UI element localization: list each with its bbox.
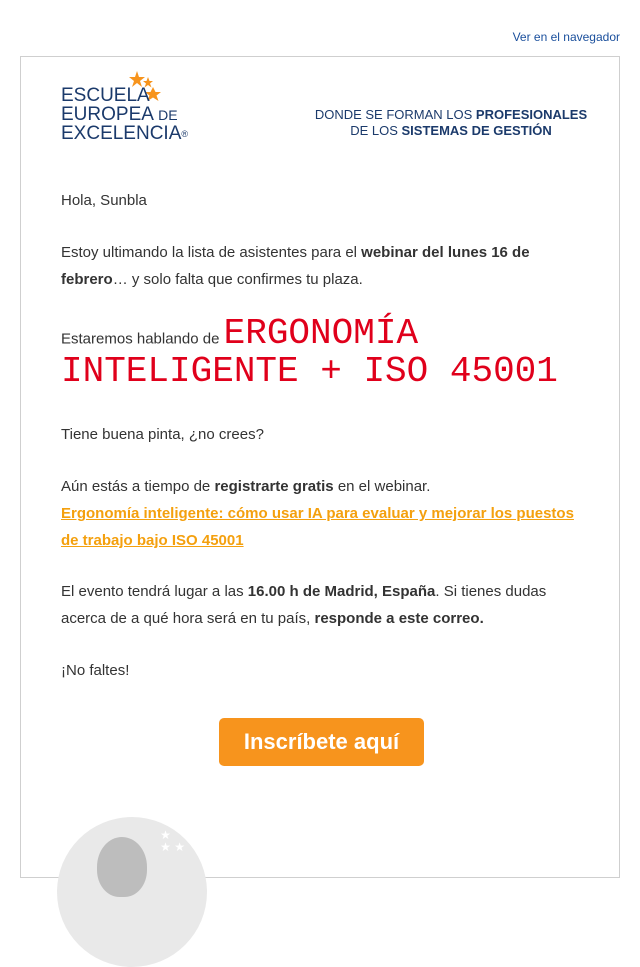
logo-text-2 <box>61 105 178 125</box>
topic-intro: Estaremos hablando de <box>61 330 224 348</box>
p4-text-c: en el webinar. <box>333 478 431 495</box>
tagline-1-bold: PROFESIONALES <box>475 107 588 122</box>
paragraph-good-look: Tiene buena pinta, ¿no crees? <box>61 426 264 443</box>
p5-text-time: 16.00 h de Madrid, España <box>247 583 436 600</box>
email-header <box>41 69 601 149</box>
greeting: Hola, Sunbla <box>61 192 147 209</box>
speaker-avatar <box>57 817 207 967</box>
topic-headline-2: INTELIGENTE + ISO 45001 <box>61 350 558 392</box>
logo-text-3a: EXCELENCIA <box>61 123 182 144</box>
speaker-photo <box>97 837 147 897</box>
paragraph-register <box>61 473 581 554</box>
tagline-line-1 <box>301 107 601 123</box>
logo-text-2b: DE <box>158 107 178 123</box>
paragraph-dont-miss: ¡No faltes! <box>61 662 130 679</box>
paragraph-webinar-intro <box>61 239 576 293</box>
top-bar <box>513 30 620 44</box>
p1-text-c: … y solo falta que confirmes tu plaza. <box>112 271 363 288</box>
registered-mark: ® <box>181 129 189 139</box>
view-in-browser-link[interactable]: Ver en el navegador <box>512 30 620 44</box>
topic-headline-1: ERGONOMÍA <box>223 313 419 354</box>
p1-text-a: Estoy ultimando la lista de asistentes para el <box>61 244 362 261</box>
logo-text-1: ESCUELA <box>61 85 150 106</box>
p5-text-reply: responde a este correo. <box>314 610 484 627</box>
header-tagline <box>301 107 601 139</box>
tagline-2-bold: SISTEMAS DE GESTIÓN <box>401 123 552 138</box>
webinar-title-link[interactable]: Ergonomía inteligente: cómo usar IA para evaluar y mejorar los puestos de trabajo bajo ISO 45001 <box>61 505 574 549</box>
paragraph-event-time <box>61 578 581 632</box>
p5-text-a: El evento tendrá lugar a las <box>61 583 248 600</box>
tagline-1-plain: DONDE SE FORMAN LOS <box>314 107 476 122</box>
avatar-stars-icon: ★ ★ ★ <box>160 828 185 854</box>
paragraph-topic <box>61 315 581 390</box>
p1-text-bold: webinar del lunes 16 de febrero <box>61 244 530 288</box>
tagline-line-2 <box>301 123 601 139</box>
school-logo <box>61 69 211 149</box>
p5-text-c: . Si tienes dudas acerca de a qué hora será en tu país, <box>61 583 547 627</box>
email-card <box>20 56 620 878</box>
p4-text-bold: registrarte gratis <box>214 478 334 495</box>
logo-text-2a: EUROPEA <box>61 104 153 125</box>
p4-text-a: Aún estás a tiempo de <box>61 478 215 495</box>
register-button[interactable]: Inscríbete aquí <box>219 718 424 766</box>
tagline-2-plain: DE LOS <box>350 123 402 138</box>
logo-text-3 <box>61 124 188 144</box>
